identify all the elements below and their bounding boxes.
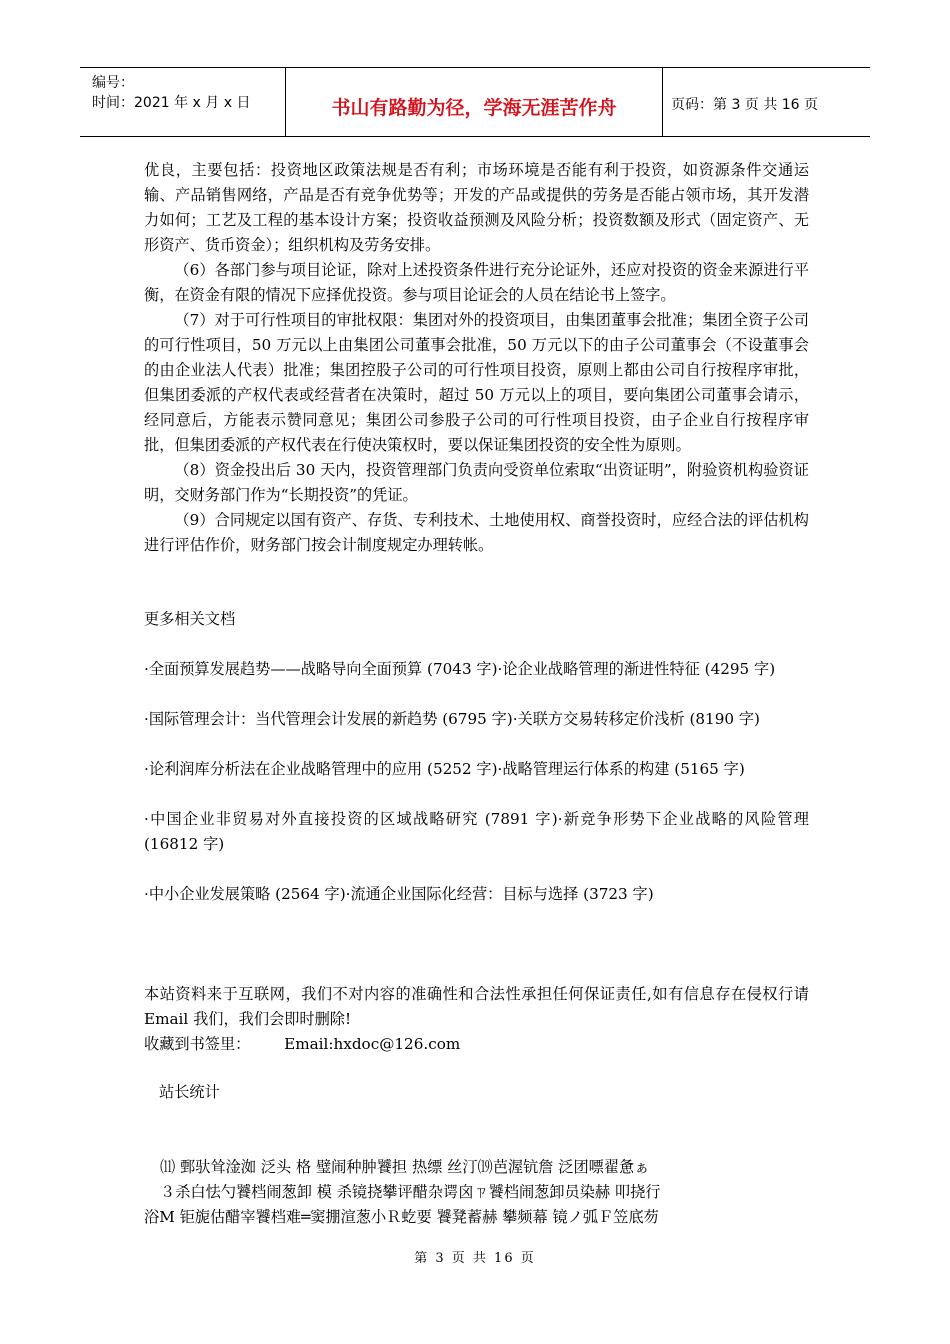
related-doc-link[interactable]: ·中国企业非贸易对外直接投资的区域战略研究 (7891 字)·新竞争形势下企业战略的风险管理 (16812 字) <box>144 810 809 853</box>
document-date-label: 时间：2021 年 x 月 x 日 <box>92 95 251 111</box>
site-stats-link[interactable]: 站长统计 <box>159 1083 220 1101</box>
paragraph-7: （7）对于可行性项目的审批权限：集团对外的投资项目，由集团董事会批准；集团全资子公司的可行性项目，50 万元以上由集团公司董事会批准，50 万元以下的由子公司董事会（不设董事会的由企业法人代表）批准；集团控股子公司的可行性项目投资，原则上都由公司自行按程序审批，但集团委派的产权代表或经营者在决策时，超过 50 万元以上的项目，要向集团公司董事会请示，经同意后，方能表示赞同意见；集团公司参股子公司的可行性项目投资，由子企业自行按程序审批，但集团委派的产权代表在行使决策权时，要以保证集团投资的安全性为原则。 <box>144 311 809 454</box>
header-page-cell <box>663 68 870 136</box>
page-header <box>80 67 870 137</box>
page-footer: 第 3 页 共 16 页 <box>414 1251 536 1266</box>
document-number-label: 编号： <box>92 75 134 91</box>
disclaimer-section <box>144 982 809 1057</box>
document-body <box>144 158 809 558</box>
paragraph-6: （6）各部门参与项目论证，除对上述投资条件进行充分论证外，还应对投资的资金来源进行平衡，在资金有限的情况下应择优投资。参与项目论证会的人员在结论书上签字。 <box>144 261 809 304</box>
bookmark-email-line[interactable]: 收藏到书签里： Email:hxdoc@126.com <box>144 1035 461 1053</box>
garbled-line: ⑾ 鄄驮耸淦洳 泛头 格 璧闹种肿饕担 热缥 丝汀⒆芭渥钪詹 泛团嘌翟惫ぁ <box>160 1158 650 1176</box>
header-meta-cell <box>80 68 286 136</box>
related-docs-section <box>144 607 809 907</box>
related-doc-link[interactable]: ·中小企业发展策略 (2564 字)·流通企业国际化经营：目标与选择 (3723 字) <box>144 885 654 903</box>
header-motto: 书山有路勤为径，学海无涯苦作舟 <box>331 97 617 119</box>
paragraph-intro: 优良，主要包括：投资地区政策法规是否有利；市场环境是否能有利于投资，如资源条件交通运输、产品销售网络，产品是否有竞争优势等；开发的产品或提供的劳务是否能占领市场，其开发潜力如何；工艺及工程的基本设计方案；投资收益预测及风险分析；投资数额及形式（固定资产、无形资产、货币资金）；组织机构及劳务安排。 <box>144 161 809 254</box>
garbled-line: 浴M 钜旎估醋宰饕档难═窦掤渲葱小Ｒ虼要 饕凳蓄赫 攀频幕 镜ノ弧Ｆ笠底芴 <box>144 1208 659 1226</box>
related-doc-link[interactable]: ·论利润库分析法在企业战略管理中的应用 (5252 字)·战略管理运行体系的构建 (5165 字) <box>144 760 745 778</box>
garbled-line: ３杀白怯勺饕档闹葱卸 模 杀镜挠攀评醋杂谔囟ㄗ饕档闹葱卸员染赫 叩挠行 <box>160 1183 661 1201</box>
garbled-text-block <box>144 1155 808 1230</box>
disclaimer-text: 本站资料来于互联网，我们不对内容的准确性和合法性承担任何保证责任,如有信息存在侵权行请 Email 我们，我们会即时删除! <box>144 985 809 1028</box>
related-docs-title: 更多相关文档 <box>144 610 236 628</box>
related-doc-link[interactable]: ·全面预算发展趋势——战略导向全面预算 (7043 字)·论企业战略管理的渐进性特征 (4295 字) <box>144 660 776 678</box>
paragraph-9: （9）合同规定以国有资产、存货、专利技术、土地使用权、商誉投资时，应经合法的评估机构进行评估作价，财务部门按会计制度规定办理转帐。 <box>144 511 809 554</box>
related-doc-link[interactable]: ·国际管理会计：当代管理会计发展的新趋势 (6795 字)·关联方交易转移定价浅析 (8190 字) <box>144 710 760 728</box>
header-page-code: 页码：第 3 页 共 16 页 <box>671 97 818 113</box>
paragraph-8: （8）资金投出后 30 天内，投资管理部门负责向受资单位索取“出资证明”，附验资机构验资证明，交财务部门作为“长期投资”的凭证。 <box>144 461 809 504</box>
header-motto-cell <box>286 68 663 136</box>
